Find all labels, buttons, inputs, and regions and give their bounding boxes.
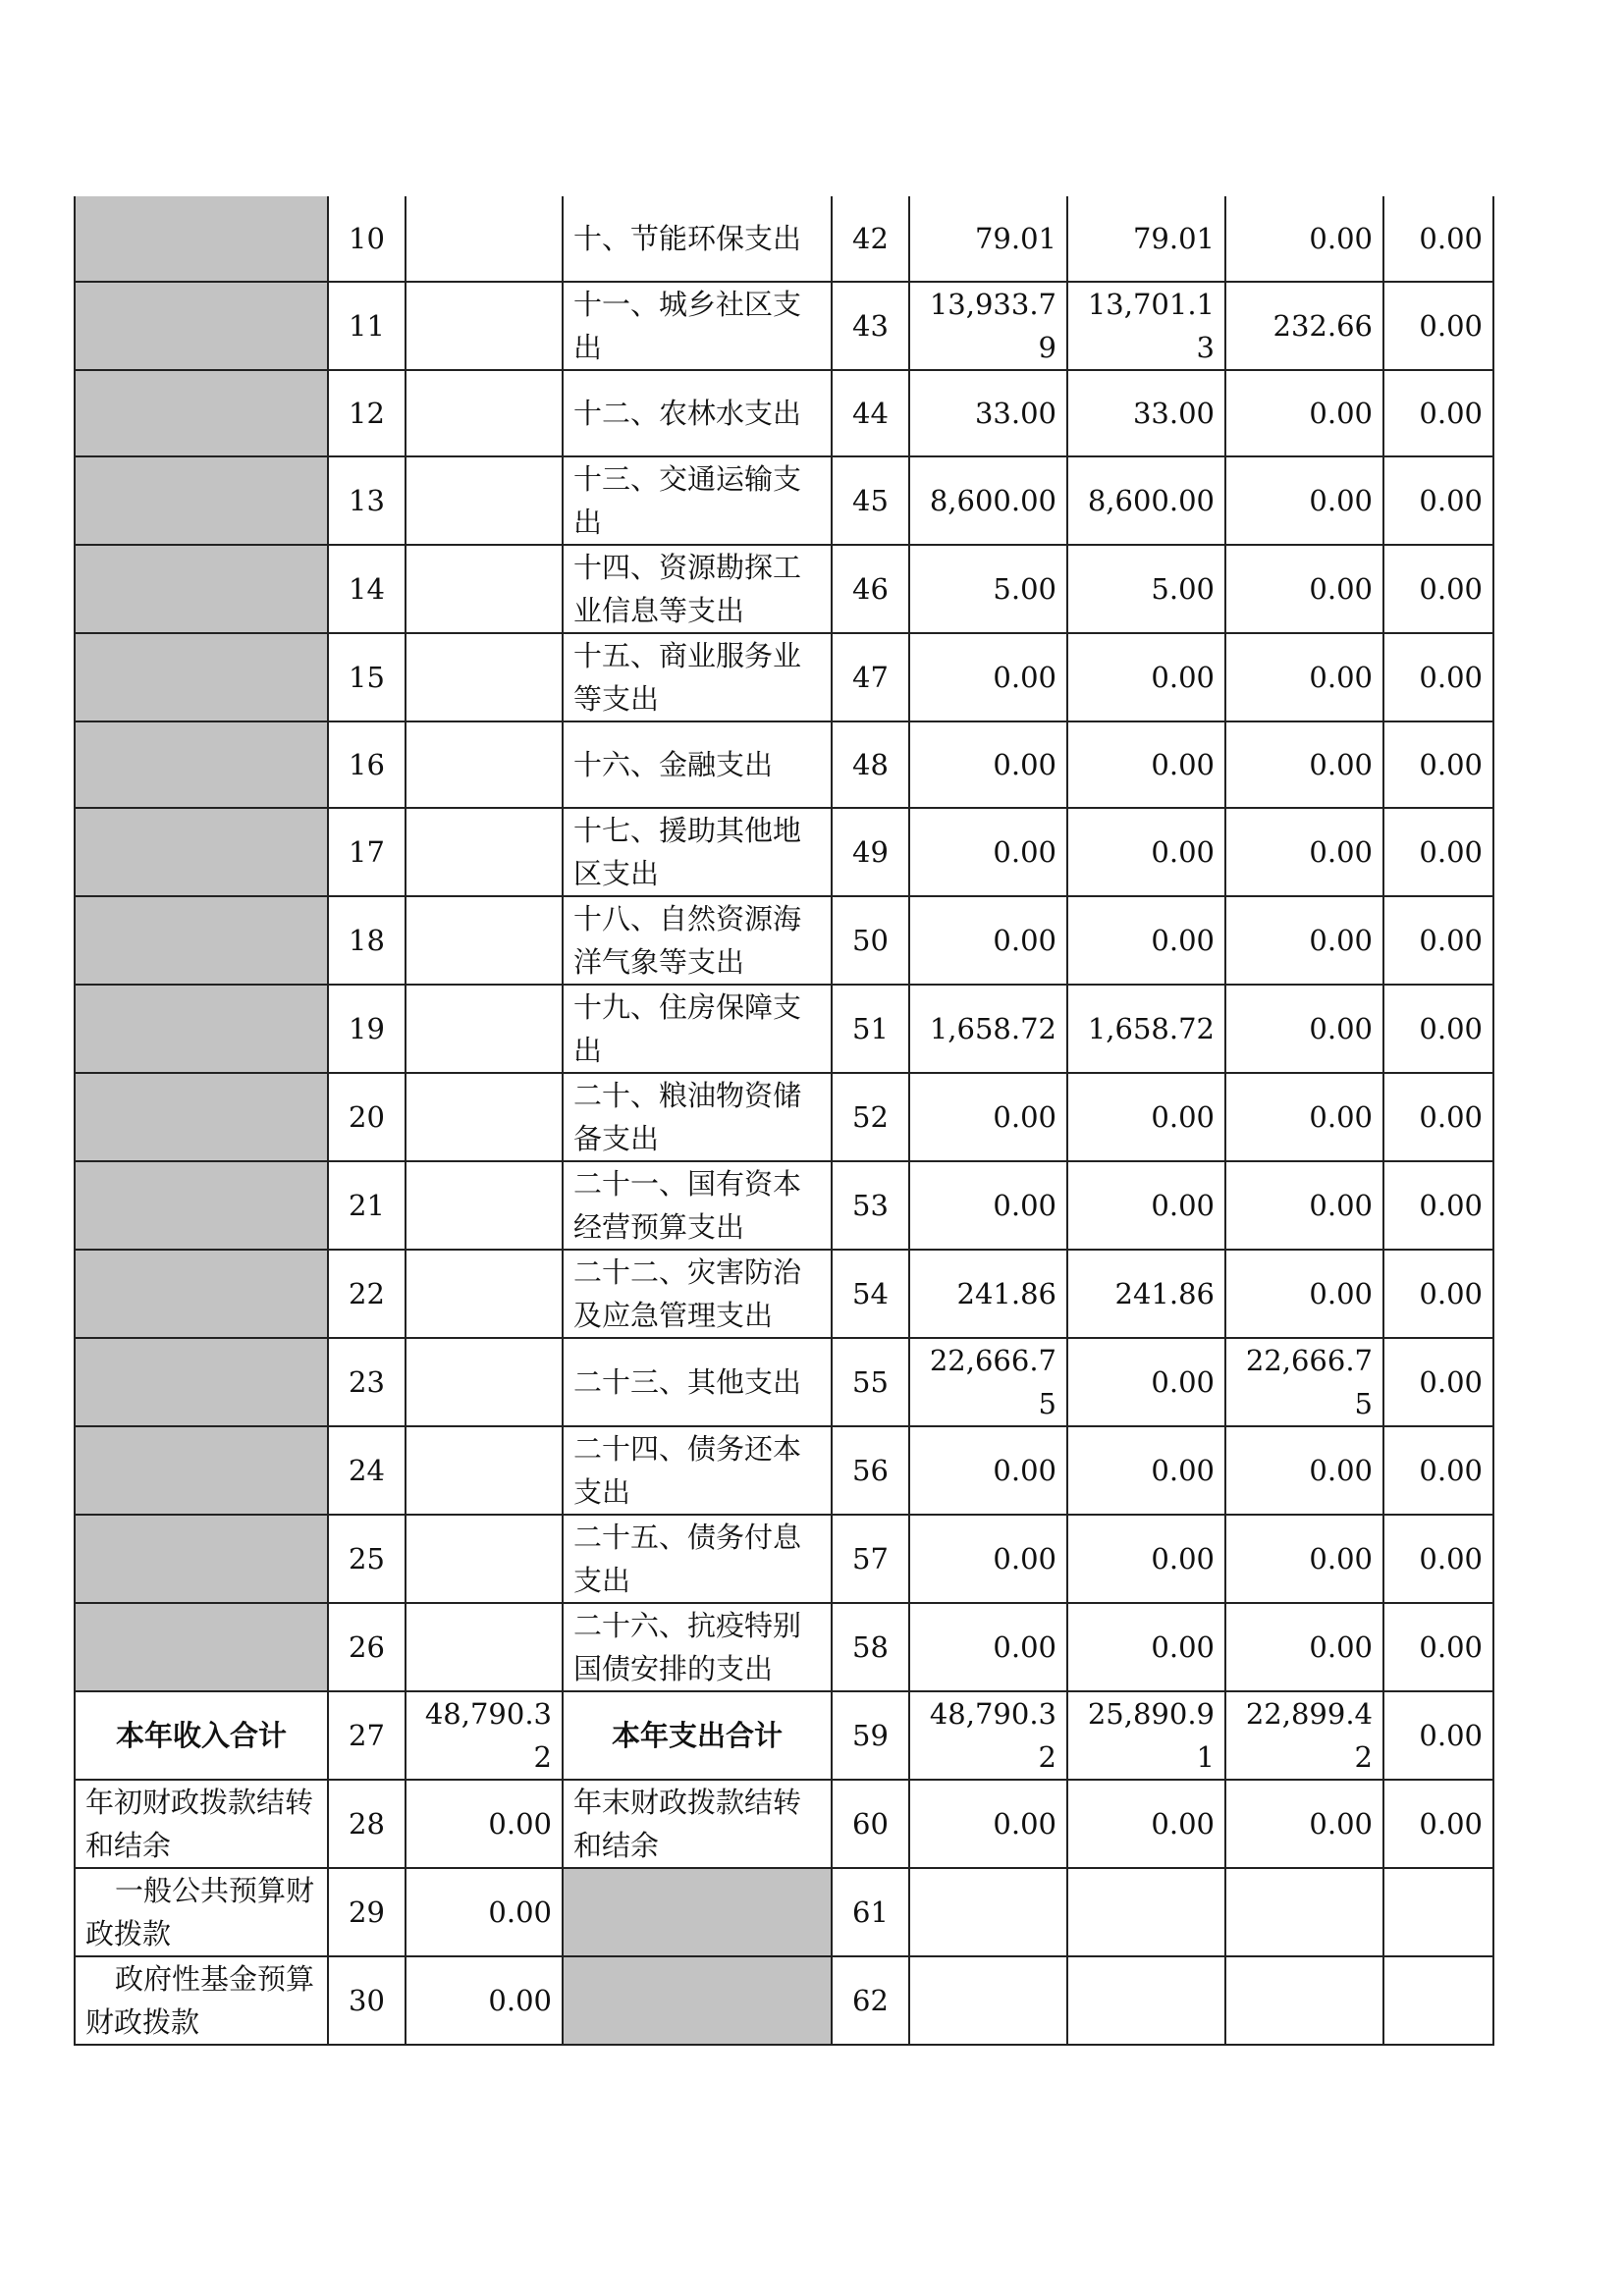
expense-gov-fund: 0.00 bbox=[1225, 896, 1383, 985]
expense-state-capital bbox=[1383, 1868, 1493, 1956]
general-budget-label: 一般公共预算财政拨款 bbox=[75, 1868, 328, 1956]
expense-general-budget: 0.00 bbox=[1067, 633, 1225, 721]
income-line-number: 27 bbox=[328, 1691, 406, 1780]
expense-gov-fund: 232.66 bbox=[1225, 282, 1383, 370]
expense-item: 二十二、灾害防治及应急管理支出 bbox=[563, 1250, 832, 1338]
expense-line-number: 53 bbox=[832, 1161, 909, 1250]
expense-state-capital: 0.00 bbox=[1383, 1780, 1493, 1868]
expense-line-number: 49 bbox=[832, 808, 909, 896]
table-row bbox=[75, 721, 1493, 808]
table-row bbox=[75, 282, 1493, 370]
expense-item: 十七、援助其他地区支出 bbox=[563, 808, 832, 896]
expense-state-capital: 0.00 bbox=[1383, 1426, 1493, 1515]
income-line-number: 12 bbox=[328, 370, 406, 456]
table-row bbox=[75, 1161, 1493, 1250]
expense-state-capital: 0.00 bbox=[1383, 1073, 1493, 1161]
expense-state-capital: 0.00 bbox=[1383, 370, 1493, 456]
expense-total: 0.00 bbox=[909, 1603, 1067, 1691]
expense-general-budget: 0.00 bbox=[1067, 721, 1225, 808]
expense-line-number: 58 bbox=[832, 1603, 909, 1691]
table-row bbox=[75, 545, 1493, 633]
expense-line-number: 51 bbox=[832, 985, 909, 1073]
expense-item: 十一、城乡社区支出 bbox=[563, 282, 832, 370]
expense-total bbox=[909, 1956, 1067, 2045]
table-row bbox=[75, 456, 1493, 545]
expense-general-budget bbox=[1067, 1868, 1225, 1956]
expense-item: 二十五、债务付息支出 bbox=[563, 1515, 832, 1603]
expense-line-number: 62 bbox=[832, 1956, 909, 2045]
income-line-number: 15 bbox=[328, 633, 406, 721]
expense-general-budget: 13,701.13 bbox=[1067, 282, 1225, 370]
gov-fund-amount: 0.00 bbox=[406, 1956, 563, 2045]
expense-line-number: 55 bbox=[832, 1338, 909, 1426]
expense-item: 二十三、其他支出 bbox=[563, 1338, 832, 1426]
expense-line-number: 60 bbox=[832, 1780, 909, 1868]
expense-general-budget: 79.01 bbox=[1067, 196, 1225, 282]
income-item-cell bbox=[75, 633, 328, 721]
income-line-number: 18 bbox=[328, 896, 406, 985]
expense-general-budget: 5.00 bbox=[1067, 545, 1225, 633]
income-item-cell bbox=[75, 1515, 328, 1603]
expense-gov-fund: 0.00 bbox=[1225, 1250, 1383, 1338]
income-line-number: 14 bbox=[328, 545, 406, 633]
income-line-number: 21 bbox=[328, 1161, 406, 1250]
expense-total: 22,666.75 bbox=[909, 1338, 1067, 1426]
expense-gov-fund bbox=[1225, 1956, 1383, 2045]
expense-total: 0.00 bbox=[909, 1780, 1067, 1868]
expense-state-capital: 0.00 bbox=[1383, 633, 1493, 721]
expense-gov-fund: 0.00 bbox=[1225, 1515, 1383, 1603]
expense-gov-fund: 0.00 bbox=[1225, 633, 1383, 721]
expense-total: 33.00 bbox=[909, 370, 1067, 456]
closing-carryover-label: 年末财政拨款结转和结余 bbox=[563, 1780, 832, 1868]
income-amount bbox=[406, 545, 563, 633]
gov-fund-row bbox=[75, 1956, 1493, 2045]
expense-item: 十九、住房保障支出 bbox=[563, 985, 832, 1073]
gov-fund-label: 政府性基金预算财政拨款 bbox=[75, 1956, 328, 2045]
expense-gov-fund: 0.00 bbox=[1225, 1780, 1383, 1868]
expense-line-number: 47 bbox=[832, 633, 909, 721]
expense-gov-fund bbox=[1225, 1868, 1383, 1956]
expense-item: 二十一、国有资本经营预算支出 bbox=[563, 1161, 832, 1250]
expense-line-number: 43 bbox=[832, 282, 909, 370]
expense-item: 二十四、债务还本支出 bbox=[563, 1426, 832, 1515]
opening-carryover-amount: 0.00 bbox=[406, 1780, 563, 1868]
expense-total: 48,790.32 bbox=[909, 1691, 1067, 1780]
expense-state-capital bbox=[1383, 1956, 1493, 2045]
income-item-cell bbox=[75, 1250, 328, 1338]
expense-general-budget: 0.00 bbox=[1067, 1515, 1225, 1603]
expense-line-number: 61 bbox=[832, 1868, 909, 1956]
expense-item: 十三、交通运输支出 bbox=[563, 456, 832, 545]
income-line-number: 23 bbox=[328, 1338, 406, 1426]
income-amount bbox=[406, 896, 563, 985]
expense-general-budget bbox=[1067, 1956, 1225, 2045]
income-line-number: 17 bbox=[328, 808, 406, 896]
expense-general-budget: 0.00 bbox=[1067, 1603, 1225, 1691]
expense-total-label: 本年支出合计 bbox=[563, 1691, 832, 1780]
expense-gov-fund: 0.00 bbox=[1225, 1426, 1383, 1515]
expense-general-budget: 0.00 bbox=[1067, 808, 1225, 896]
expense-total: 241.86 bbox=[909, 1250, 1067, 1338]
income-amount bbox=[406, 1073, 563, 1161]
income-amount bbox=[406, 196, 563, 282]
expense-gov-fund: 22,899.42 bbox=[1225, 1691, 1383, 1780]
table-row bbox=[75, 1515, 1493, 1603]
income-line-number: 30 bbox=[328, 1956, 406, 2045]
expense-total: 0.00 bbox=[909, 1073, 1067, 1161]
table-body bbox=[75, 196, 1493, 2045]
income-line-number: 11 bbox=[328, 282, 406, 370]
income-line-number: 29 bbox=[328, 1868, 406, 1956]
expense-general-budget: 241.86 bbox=[1067, 1250, 1225, 1338]
income-amount bbox=[406, 1426, 563, 1515]
income-item-cell bbox=[75, 1338, 328, 1426]
carryover-row bbox=[75, 1780, 1493, 1868]
expense-state-capital: 0.00 bbox=[1383, 456, 1493, 545]
expense-line-number: 56 bbox=[832, 1426, 909, 1515]
income-line-number: 25 bbox=[328, 1515, 406, 1603]
income-line-number: 26 bbox=[328, 1603, 406, 1691]
budget-table bbox=[74, 196, 1494, 2046]
expense-total: 0.00 bbox=[909, 1515, 1067, 1603]
expense-gov-fund: 0.00 bbox=[1225, 456, 1383, 545]
table-row bbox=[75, 633, 1493, 721]
expense-gov-fund: 0.00 bbox=[1225, 370, 1383, 456]
expense-item: 十、节能环保支出 bbox=[563, 196, 832, 282]
expense-item bbox=[563, 1868, 832, 1956]
income-line-number: 19 bbox=[328, 985, 406, 1073]
expense-line-number: 46 bbox=[832, 545, 909, 633]
opening-carryover-label: 年初财政拨款结转和结余 bbox=[75, 1780, 328, 1868]
income-item-cell bbox=[75, 282, 328, 370]
income-amount bbox=[406, 1515, 563, 1603]
general-budget-row bbox=[75, 1868, 1493, 1956]
income-line-number: 13 bbox=[328, 456, 406, 545]
expense-state-capital: 0.00 bbox=[1383, 1515, 1493, 1603]
expense-general-budget: 1,658.72 bbox=[1067, 985, 1225, 1073]
expense-gov-fund: 0.00 bbox=[1225, 1161, 1383, 1250]
income-total-amount: 48,790.32 bbox=[406, 1691, 563, 1780]
general-budget-amount: 0.00 bbox=[406, 1868, 563, 1956]
expense-state-capital: 0.00 bbox=[1383, 196, 1493, 282]
expense-item: 二十六、抗疫特别国债安排的支出 bbox=[563, 1603, 832, 1691]
table-row bbox=[75, 985, 1493, 1073]
income-amount bbox=[406, 370, 563, 456]
expense-total bbox=[909, 1868, 1067, 1956]
income-item-cell bbox=[75, 808, 328, 896]
expense-state-capital: 0.00 bbox=[1383, 1338, 1493, 1426]
income-line-number: 28 bbox=[328, 1780, 406, 1868]
expense-general-budget: 25,890.91 bbox=[1067, 1691, 1225, 1780]
income-item-cell bbox=[75, 1603, 328, 1691]
expense-gov-fund: 0.00 bbox=[1225, 196, 1383, 282]
table-row bbox=[75, 1603, 1493, 1691]
table-row bbox=[75, 196, 1493, 282]
income-total-row bbox=[75, 1691, 1493, 1780]
expense-state-capital: 0.00 bbox=[1383, 1161, 1493, 1250]
income-line-number: 16 bbox=[328, 721, 406, 808]
income-amount bbox=[406, 633, 563, 721]
expense-item: 二十、粮油物资储备支出 bbox=[563, 1073, 832, 1161]
expense-state-capital: 0.00 bbox=[1383, 1603, 1493, 1691]
expense-total: 0.00 bbox=[909, 808, 1067, 896]
income-amount bbox=[406, 808, 563, 896]
income-item-cell bbox=[75, 196, 328, 282]
expense-total: 8,600.00 bbox=[909, 456, 1067, 545]
expense-gov-fund: 0.00 bbox=[1225, 1603, 1383, 1691]
expense-total: 0.00 bbox=[909, 633, 1067, 721]
expense-item bbox=[563, 1956, 832, 2045]
expense-state-capital: 0.00 bbox=[1383, 985, 1493, 1073]
expense-line-number: 45 bbox=[832, 456, 909, 545]
expense-total: 13,933.79 bbox=[909, 282, 1067, 370]
expense-line-number: 52 bbox=[832, 1073, 909, 1161]
expense-line-number: 57 bbox=[832, 1515, 909, 1603]
expense-state-capital: 0.00 bbox=[1383, 545, 1493, 633]
expense-item: 十四、资源勘探工业信息等支出 bbox=[563, 545, 832, 633]
income-item-cell bbox=[75, 545, 328, 633]
income-amount bbox=[406, 456, 563, 545]
expense-total: 1,658.72 bbox=[909, 985, 1067, 1073]
expense-total: 5.00 bbox=[909, 545, 1067, 633]
expense-general-budget: 8,600.00 bbox=[1067, 456, 1225, 545]
income-line-number: 10 bbox=[328, 196, 406, 282]
table-row bbox=[75, 808, 1493, 896]
table-row bbox=[75, 1426, 1493, 1515]
table-row bbox=[75, 1250, 1493, 1338]
table-row bbox=[75, 370, 1493, 456]
expense-item: 十二、农林水支出 bbox=[563, 370, 832, 456]
expense-general-budget: 0.00 bbox=[1067, 896, 1225, 985]
expense-general-budget: 0.00 bbox=[1067, 1161, 1225, 1250]
income-amount bbox=[406, 1161, 563, 1250]
income-item-cell bbox=[75, 1161, 328, 1250]
income-total-label: 本年收入合计 bbox=[75, 1691, 328, 1780]
expense-general-budget: 0.00 bbox=[1067, 1073, 1225, 1161]
income-item-cell bbox=[75, 1073, 328, 1161]
expense-total: 0.00 bbox=[909, 1161, 1067, 1250]
expense-gov-fund: 22,666.75 bbox=[1225, 1338, 1383, 1426]
expense-gov-fund: 0.00 bbox=[1225, 545, 1383, 633]
expense-state-capital: 0.00 bbox=[1383, 721, 1493, 808]
expense-state-capital: 0.00 bbox=[1383, 1250, 1493, 1338]
income-line-number: 20 bbox=[328, 1073, 406, 1161]
income-line-number: 24 bbox=[328, 1426, 406, 1515]
income-item-cell bbox=[75, 456, 328, 545]
income-amount bbox=[406, 721, 563, 808]
table-row bbox=[75, 1073, 1493, 1161]
income-amount bbox=[406, 1603, 563, 1691]
table-row bbox=[75, 1338, 1493, 1426]
expense-gov-fund: 0.00 bbox=[1225, 985, 1383, 1073]
expense-item: 十五、商业服务业等支出 bbox=[563, 633, 832, 721]
income-line-number: 22 bbox=[328, 1250, 406, 1338]
expense-state-capital: 0.00 bbox=[1383, 282, 1493, 370]
expense-general-budget: 0.00 bbox=[1067, 1338, 1225, 1426]
expense-line-number: 59 bbox=[832, 1691, 909, 1780]
expense-general-budget: 0.00 bbox=[1067, 1426, 1225, 1515]
table-row bbox=[75, 896, 1493, 985]
expense-line-number: 50 bbox=[832, 896, 909, 985]
income-item-cell bbox=[75, 370, 328, 456]
expense-total: 0.00 bbox=[909, 896, 1067, 985]
expense-item: 十六、金融支出 bbox=[563, 721, 832, 808]
income-amount bbox=[406, 985, 563, 1073]
income-item-cell bbox=[75, 721, 328, 808]
income-item-cell bbox=[75, 896, 328, 985]
income-amount bbox=[406, 1250, 563, 1338]
income-amount bbox=[406, 282, 563, 370]
expense-item: 十八、自然资源海洋气象等支出 bbox=[563, 896, 832, 985]
expense-line-number: 48 bbox=[832, 721, 909, 808]
expense-gov-fund: 0.00 bbox=[1225, 721, 1383, 808]
income-item-cell bbox=[75, 1426, 328, 1515]
expense-state-capital: 0.00 bbox=[1383, 896, 1493, 985]
expense-gov-fund: 0.00 bbox=[1225, 808, 1383, 896]
expense-line-number: 42 bbox=[832, 196, 909, 282]
expense-total: 79.01 bbox=[909, 196, 1067, 282]
expense-total: 0.00 bbox=[909, 721, 1067, 808]
income-item-cell bbox=[75, 985, 328, 1073]
expense-gov-fund: 0.00 bbox=[1225, 1073, 1383, 1161]
expense-line-number: 44 bbox=[832, 370, 909, 456]
expense-general-budget: 0.00 bbox=[1067, 1780, 1225, 1868]
expense-line-number: 54 bbox=[832, 1250, 909, 1338]
expense-state-capital: 0.00 bbox=[1383, 808, 1493, 896]
income-amount bbox=[406, 1338, 563, 1426]
expense-state-capital: 0.00 bbox=[1383, 1691, 1493, 1780]
expense-total: 0.00 bbox=[909, 1426, 1067, 1515]
expense-general-budget: 33.00 bbox=[1067, 370, 1225, 456]
